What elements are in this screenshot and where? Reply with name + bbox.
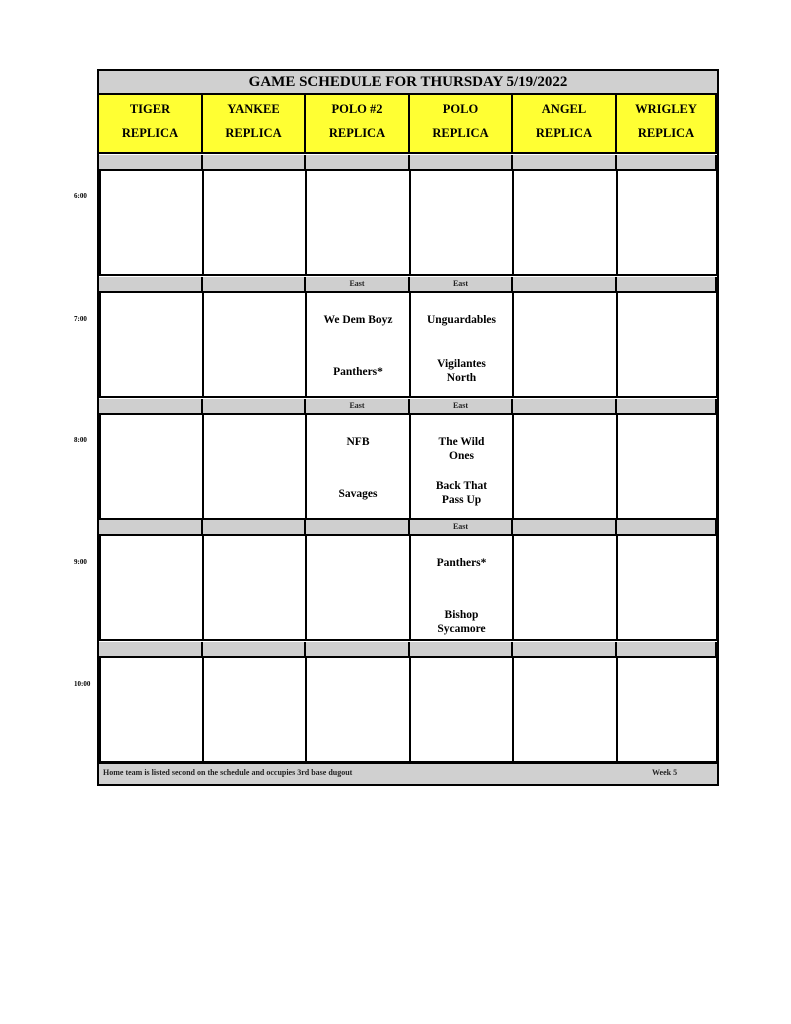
field-subtitle: REPLICA [637, 126, 695, 140]
division-band [99, 520, 203, 534]
away-team: Panthers* [436, 557, 487, 569]
game-cell [409, 534, 514, 641]
division-band [203, 399, 306, 413]
division-band [306, 520, 410, 534]
game-cell [305, 656, 411, 763]
game-cell [512, 656, 618, 763]
division-band [99, 277, 203, 291]
field-header [306, 95, 410, 154]
game-cell [202, 656, 307, 763]
field-header [513, 95, 617, 154]
game-cell [512, 169, 618, 276]
game-cell [305, 291, 411, 398]
footer-note: Home team is listed second on the schedule and occupies 3rd base dugout [103, 768, 353, 777]
schedule-sheet [97, 69, 719, 786]
division-band [306, 642, 410, 656]
game-cell [202, 291, 307, 398]
field-subtitle: REPLICA [121, 126, 179, 140]
field-name: ANGEL [541, 102, 587, 116]
time-label: 8:00 [74, 436, 87, 444]
division-band [410, 642, 513, 656]
field-name: YANKEE [227, 102, 280, 116]
time-label: 10:00 [74, 680, 91, 688]
away-team: The Wild Ones [438, 436, 485, 462]
game-cell [99, 534, 204, 641]
game-cell [305, 169, 411, 276]
game-cell [512, 413, 618, 520]
game-cell [409, 169, 514, 276]
game-cell [202, 413, 307, 520]
division-band [513, 155, 617, 169]
game-cell [512, 291, 618, 398]
schedule-title: GAME SCHEDULE FOR THURSDAY 5/19/2022 [99, 71, 717, 95]
time-label: 7:00 [74, 315, 87, 323]
game-cell [305, 413, 411, 520]
field-subtitle: REPLICA [328, 126, 386, 140]
field-header [617, 95, 717, 154]
game-cell [512, 534, 618, 641]
game-cell [202, 169, 307, 276]
field-name: POLO [442, 102, 479, 116]
division-band [513, 642, 617, 656]
footer-week: Week 5 [652, 768, 678, 777]
time-label: 9:00 [74, 558, 87, 566]
game-cell [99, 291, 204, 398]
division-band: East [410, 520, 513, 534]
schedule-footer [99, 762, 717, 784]
division-band [513, 399, 617, 413]
game-cell [305, 534, 411, 641]
game-cell [616, 656, 718, 763]
division-band [513, 520, 617, 534]
away-team: NFB [346, 436, 370, 448]
division-band: East [306, 399, 410, 413]
division-band [99, 642, 203, 656]
field-header [99, 95, 203, 154]
division-band [203, 520, 306, 534]
division-band [203, 277, 306, 291]
time-label: 6:00 [74, 192, 87, 200]
game-cell [616, 413, 718, 520]
field-subtitle: REPLICA [535, 126, 593, 140]
game-cell [616, 534, 718, 641]
division-band [203, 642, 306, 656]
home-team: Savages [338, 488, 378, 500]
game-cell [616, 169, 718, 276]
division-band [306, 155, 410, 169]
division-band [617, 277, 717, 291]
game-cell [99, 656, 204, 763]
division-band [410, 155, 513, 169]
game-cell [409, 291, 514, 398]
division-band [617, 155, 717, 169]
game-cell [99, 169, 204, 276]
field-name: POLO #2 [331, 102, 383, 116]
division-band [203, 155, 306, 169]
home-team: Back That Pass Up [435, 480, 488, 506]
home-team: Bishop Sycamore [437, 609, 486, 635]
home-team: Panthers* [333, 366, 383, 378]
division-band: East [410, 277, 513, 291]
field-name: WRIGLEY [635, 102, 697, 116]
division-band [513, 277, 617, 291]
game-cell [409, 656, 514, 763]
division-band [99, 155, 203, 169]
field-header [410, 95, 513, 154]
division-band [617, 520, 717, 534]
division-band: East [410, 399, 513, 413]
away-team: Unguardables [426, 314, 497, 326]
division-band [99, 399, 203, 413]
game-cell [409, 413, 514, 520]
game-cell [616, 291, 718, 398]
field-header [203, 95, 306, 154]
field-name: TIGER [129, 102, 171, 116]
away-team: We Dem Boyz [323, 314, 393, 326]
home-team: Vigilantes North [437, 358, 486, 384]
division-band: East [306, 277, 410, 291]
field-subtitle: REPLICA [225, 126, 282, 140]
game-cell [99, 413, 204, 520]
division-band [617, 642, 717, 656]
field-subtitle: REPLICA [432, 126, 489, 140]
game-cell [202, 534, 307, 641]
division-band [617, 399, 717, 413]
